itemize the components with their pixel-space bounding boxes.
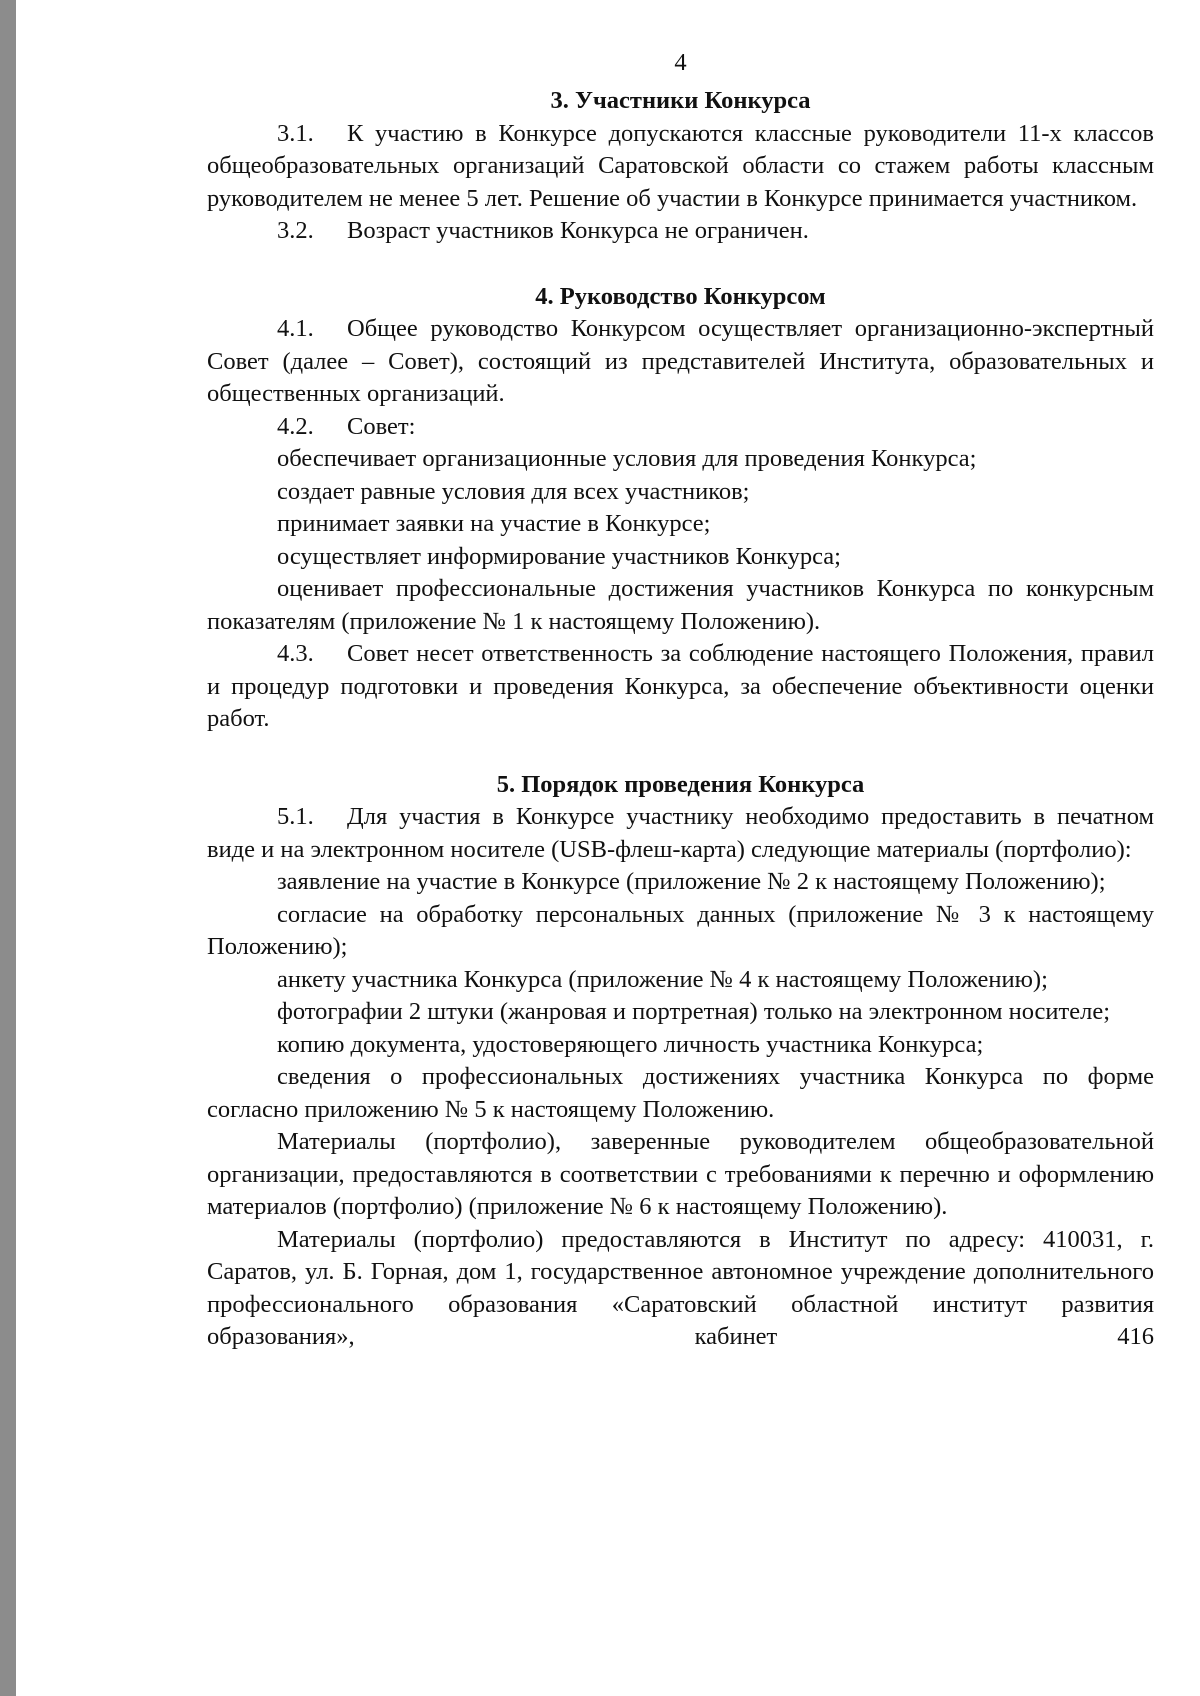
list-item: заявление на участие в Конкурсе (приложение № 2 к настоящему Положению);: [277, 868, 1106, 895]
paragraph-3-1: [207, 118, 1154, 216]
paragraph-number: 3.1.: [277, 119, 314, 147]
list-item: анкету участника Конкурса (приложение № 4 к настоящему Положению);: [277, 965, 1048, 993]
list-item: создает равные условия для всех участников;: [277, 477, 750, 505]
list-item: осуществляет информирование участников Конкурса;: [277, 542, 841, 570]
paragraph-number: 4.3.: [277, 640, 314, 667]
page-number: 4: [674, 49, 687, 76]
document-body: [207, 47, 1154, 1354]
section-spacer: [207, 248, 1154, 281]
scan-edge: [0, 0, 16, 1696]
section-4-heading: 4. Руководство Конкурсом: [535, 282, 826, 310]
paragraph-text: Совет:: [347, 412, 416, 440]
paragraph-portfolio-address: Материалы (портфолио) предоставляются в Институт по адресу: 410031, г. Саратов, ул. Б. Горная, дом 1, государственное автономное учреждение дополнительного профессионального образования «Саратовский областной институт развития образования», кабинет 416: [207, 1225, 1154, 1350]
list-item: копию документа, удостоверяющего личность участника Конкурса;: [277, 1030, 984, 1058]
paragraph-text: Общее руководство Конкурсом осуществляет организационно-экспертный Совет (далее – Совет), состоящий из представителей Института, образовательных и общественных организаций.: [207, 315, 1154, 407]
paragraph-text: Совет несет ответственность за соблюдение настоящего Положения, правил и процедур подготовки и проведения Конкурса, за обеспечение объективности оценки работ.: [207, 640, 1154, 732]
list-item: оценивает профессиональные достижения участников Конкурса по конкурсным показателям (приложение № 1 к настоящему Положению).: [207, 575, 1154, 635]
paragraph-text: Для участия в Конкурсе участнику необходимо предоставить в печатном виде и на электронном носителе (USB-флеш-карта) следующие материалы (портфолио):: [207, 803, 1154, 863]
paragraph-3-2: [207, 215, 1154, 248]
list-item: обеспечивает организационные условия для проведения Конкурса;: [277, 445, 977, 472]
paragraph-text: К участию в Конкурсе допускаются классные руководители 11-х классов общеобразовательных организаций Саратовской области со стажем работы классным руководителем не менее 5 лет. Решение об участии в Конкурсе принимается участником.: [207, 119, 1154, 212]
paragraph-4-1: [207, 313, 1154, 411]
paragraph-portfolio-certification: Материалы (портфолио), заверенные руководителем общеобразовательной организации, предоставляются в соответствии с требованиями к перечню и оформлению материалов (портфолио) (приложение № 6 к настоящему Положению).: [207, 1128, 1154, 1220]
paragraph-number: 5.1.: [277, 803, 314, 830]
list-item: принимает заявки на участие в Конкурсе;: [277, 510, 711, 537]
list-item: согласие на обработку персональных данных (приложение № 3 к настоящему Положению);: [207, 900, 1154, 960]
list-item: сведения о профессиональных достижениях участника Конкурса по форме согласно приложению № 5 к настоящему Положению.: [207, 1063, 1154, 1123]
paragraph-number: 4.1.: [277, 315, 314, 342]
paragraph-text: Возраст участников Конкурса не ограничен.: [347, 217, 809, 244]
paragraph-number: 4.2.: [277, 412, 314, 440]
list-item: фотографии 2 штуки (жанровая и портретная) только на электронном носителе;: [277, 998, 1111, 1025]
section-spacer: [207, 736, 1154, 769]
section-3-heading: 3. Участники Конкурса: [550, 87, 811, 114]
paragraph-4-2: [207, 411, 1154, 444]
paragraph-4-3: [207, 638, 1154, 736]
paragraph-5-1: [207, 801, 1154, 866]
paragraph-number: 3.2.: [277, 217, 314, 244]
document-page: [16, 0, 1200, 1696]
section-5-heading: 5. Порядок проведения Конкурса: [496, 770, 865, 798]
